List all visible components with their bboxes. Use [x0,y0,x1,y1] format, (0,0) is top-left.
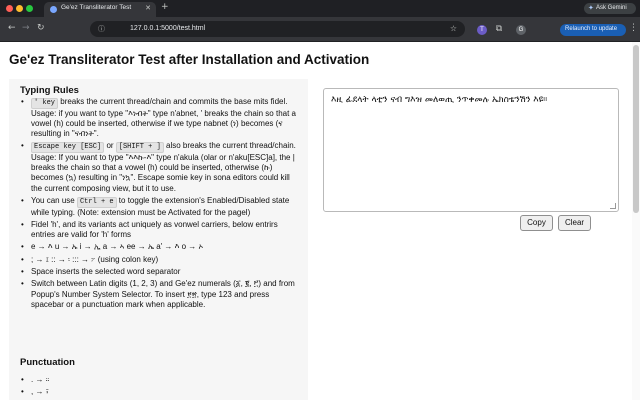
punctuation-heading: Punctuation [20,357,75,368]
ask-gemini-label: Ask Gemini [596,4,627,11]
key-hint: [SHIFT + ] [116,142,164,153]
ask-gemini-button[interactable] [584,3,636,14]
browser-menu-icon[interactable]: ⋮ [629,23,638,33]
transliteration-textarea[interactable] [323,88,619,212]
back-arrow-icon[interactable]: ← [8,23,16,33]
reload-icon[interactable]: ↻ [37,23,45,33]
tab-title: Ge'ez Transliterator Test [61,4,132,11]
rule-item [20,242,302,252]
rule-text: to toggle the extension's Enabled/Disabled state while typing. (Note: extension must be Activated for the pagel) [31,196,290,217]
forward-arrow-icon[interactable]: → [22,23,30,33]
rule-item [20,196,302,218]
typing-rules-list [20,97,302,312]
resize-handle-icon[interactable] [610,203,616,209]
punctuation-text: . → ። [31,375,50,384]
punctuation-item [20,374,302,386]
relaunch-update-button[interactable] [560,24,626,36]
page-content [0,42,640,400]
rule-text: You can use [31,196,77,206]
rule-text: Space inserts the selected word separator [31,267,181,277]
bookmark-star-icon[interactable]: ☆ [449,23,457,33]
punctuation-item [20,386,302,398]
scrollbar-thumb[interactable] [633,45,639,213]
rule-item [20,141,302,194]
rule-text: e → እ u → ኡ i → ኢ a → ኣ ee → ኤ a' → እ o → ኦ [31,242,204,252]
tab-close-icon[interactable]: ✕ [145,4,151,12]
window-minimize-button[interactable] [16,5,23,12]
rule-item [20,279,302,310]
page-title: Ge'ez Transliterator Test after Installation and Activation [9,52,370,67]
punctuation-list [20,374,302,398]
window-maximize-button[interactable] [26,5,33,12]
key-hint: Ctrl + e [77,197,117,208]
browser-toolbar [0,17,640,42]
tab-active[interactable] [44,2,156,17]
rule-text: Fidel 'h', and its variants act uniquely as vonwel carriers, below entrirs entries are valid for 'h' forms [31,219,278,240]
profile-avatar[interactable]: G [516,25,526,35]
globe-icon [50,6,57,13]
relaunch-label: Relaunch to update [565,26,618,32]
tab-strip [0,0,640,17]
rule-text: or [104,141,116,151]
typing-rules-panel [9,79,308,400]
url-text[interactable]: 127.0.0.1:5000/test.html [130,24,206,32]
site-info-icon[interactable]: ⓘ [98,25,105,33]
key-hint: Escape key [ESC] [31,142,104,153]
key-hint: ' key [31,98,58,109]
rule-text: breaks the current thread/chain and commits the base mits fidel. Usage: if you want to type "እነብት" type n'abnet, ' breaks the chain so that a vowel (h) could be inserted, otherwise if we type nabnet (ነ) becomes (ና resulting in "ናብነት". [31,97,296,139]
copy-button[interactable]: Copy [520,215,553,231]
punctuation-text: , → ፣ [31,387,49,396]
page-scrollbar[interactable] [632,42,640,400]
gemini-sparkle-icon: ✦ [588,4,594,12]
rule-item [20,220,302,241]
window-close-button[interactable] [6,5,13,12]
rule-item [20,255,302,265]
extensions-puzzle-icon[interactable]: ⧉ [495,23,503,33]
rule-text: also breaks the current thread/chain. Usage: If you want to type "እእኩ-እ" type n'akula (olar or n'aku[ESC]a], the | breaks the chain so that a vowel (h) could be inserted, otherwise (ኩ) becomes (ኳ) resulting in "ነኳ". Escape somie key in sona editors could kill the current composing view, but it to use. [31,141,296,193]
textarea-content[interactable]: እዚ ፊደላት ላቲን ናብ ግእዝ መለወጢ ንጥቀመሉ ኤክስቴንሽን እዩ። [331,95,548,105]
new-tab-button[interactable]: + [161,2,169,12]
clear-button[interactable]: Clear [558,215,591,231]
typing-rules-heading: Typing Rules [20,85,79,96]
rule-text: Switch between Latin digits (1, 2, 3) and Ge'ez numerals (፩, ፪, ፫) and from Popup's Number System Selector. To insert ፻፳, type 123 and press spacebar or a punctuation mark when applicable. [31,279,295,309]
address-bar[interactable] [90,21,465,37]
rule-text: ; → ፤ :: → ፡ ::: → ፦ (using colon key) [31,254,159,264]
rule-item [20,97,302,139]
rule-item [20,267,302,277]
extension-t-icon[interactable]: T [477,25,487,35]
